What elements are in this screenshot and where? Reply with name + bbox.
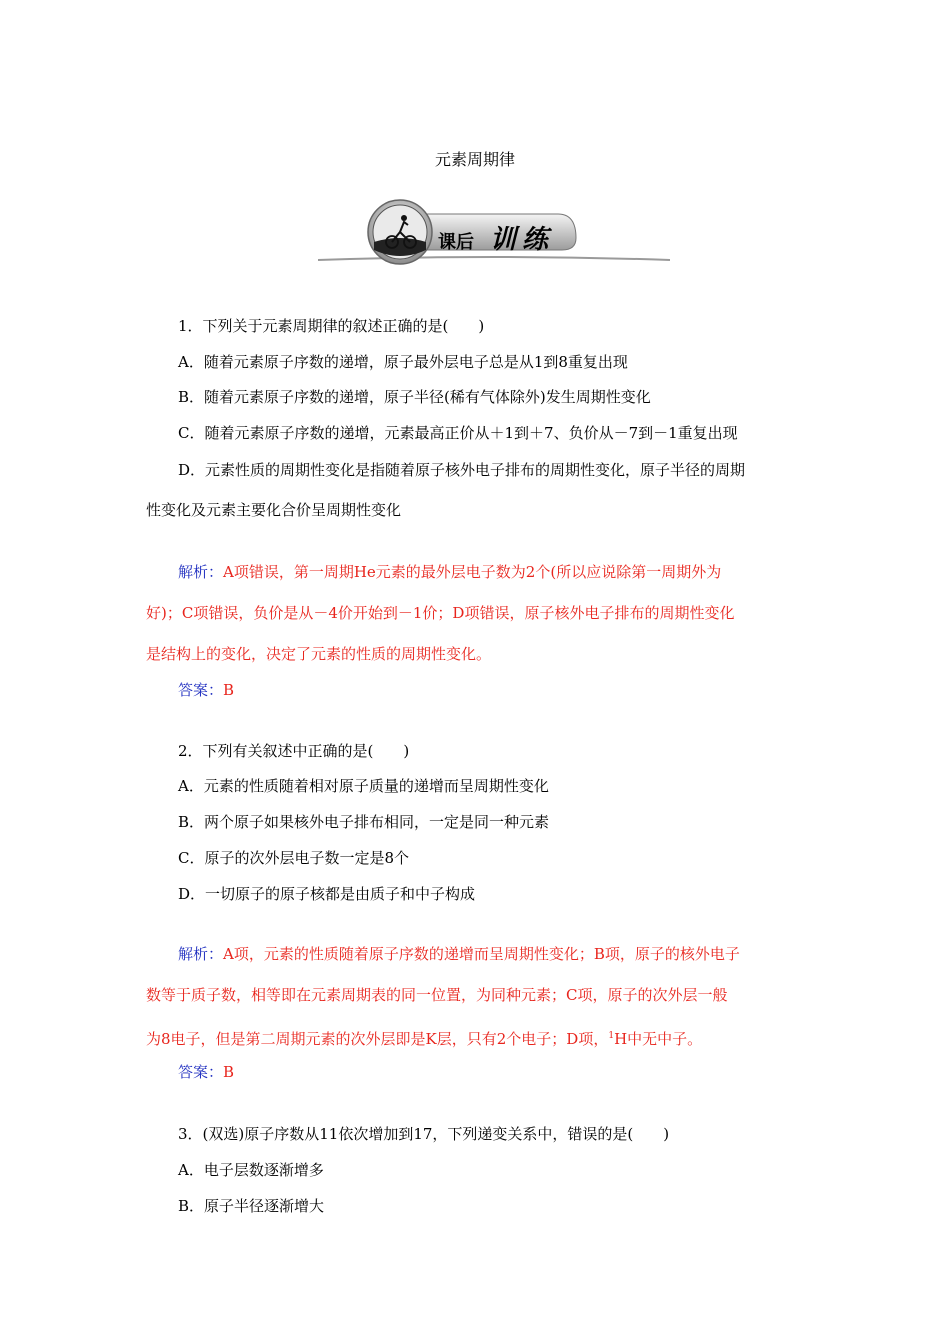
q1-answer-value: B <box>223 681 235 699</box>
q1-answer-label: 答案： <box>178 681 224 699</box>
q2-option-b: B．两个原子如果核外电子排布相同，一定是同一种元素 <box>178 813 550 831</box>
q3-stem: 3．(双选)原子序数从11依次增加到17，下列递变关系中，错误的是( ) <box>178 1125 670 1143</box>
q1-analysis-label: 解析： <box>178 563 224 581</box>
q1-option-a: A．随着元素原子序数的递增，原子最外层电子总是从1到8重复出现 <box>178 353 628 371</box>
q2-answer <box>178 1062 234 1082</box>
q2-option-d: D．一切原子的原子核都是由质子和中子构成 <box>178 885 476 903</box>
q2-analysis-line1 <box>178 944 740 964</box>
q2-analysis-superscript: 1 <box>608 1031 615 1041</box>
q2-analysis-label: 解析： <box>178 945 224 963</box>
q2-analysis-text3b: H中无中子。 <box>614 1030 703 1048</box>
q2-answer-label: 答案： <box>178 1063 224 1081</box>
page-title: 元素周期律 <box>434 150 515 169</box>
section-banner <box>318 192 670 268</box>
q1-analysis-line2: 好)；C项错误，负价是从－4价开始到－1价；D项错误，原子核外电子排布的周期性变化 <box>146 604 735 622</box>
q2-analysis-line2: 数等于质子数，相等即在元素周期表的同一位置，为同种元素；C项，原子的次外层一般 <box>146 986 728 1004</box>
banner-text-b: 训练 <box>490 225 555 255</box>
q2-option-a: A．元素的性质随着相对原子质量的递增而呈周期性变化 <box>178 777 549 795</box>
q1-analysis-line1 <box>178 562 721 582</box>
q1-option-b: B．随着元素原子序数的递增，原子半径(稀有气体除外)发生周期性变化 <box>178 388 651 406</box>
q1-option-d-line2: 性变化及元素主要化合价呈周期性变化 <box>146 501 402 519</box>
q3-option-a: A．电子层数逐渐增多 <box>178 1161 324 1179</box>
banner-text-a: 课后 <box>438 232 474 253</box>
q2-answer-value: B <box>223 1063 235 1081</box>
q2-analysis-line3 <box>146 1026 702 1049</box>
q1-analysis-text1: A项错误，第一周期He元素的最外层电子数为2个(所以应说除第一周期外为 <box>223 563 722 581</box>
q2-stem: 2．下列有关叙述中正确的是( ) <box>178 742 410 760</box>
q2-analysis-text3a: 为8电子，但是第二周期元素的次外层即是K层，只有2个电子；D项， <box>146 1030 609 1048</box>
q1-option-c: C．随着元素原子序数的递增，元素最高正价从＋1到＋7、负价从－7到－1重复出现 <box>178 424 738 442</box>
q1-option-d-line1: D．元素性质的周期性变化是指随着原子核外电子排布的周期性变化，原子半径的周期 <box>178 461 746 479</box>
q1-answer <box>178 680 234 700</box>
q2-analysis-text1: A项，元素的性质随着原子序数的递增而呈周期性变化；B项，原子的核外电子 <box>223 945 740 963</box>
q2-option-c: C．原子的次外层电子数一定是8个 <box>178 849 410 867</box>
q1-analysis-line3: 是结构上的变化，决定了元素的性质的周期性变化。 <box>146 645 492 663</box>
q3-option-b: B．原子半径逐渐增大 <box>178 1197 325 1215</box>
q1-stem: 1．下列关于元素周期律的叙述正确的是( ) <box>178 317 485 335</box>
